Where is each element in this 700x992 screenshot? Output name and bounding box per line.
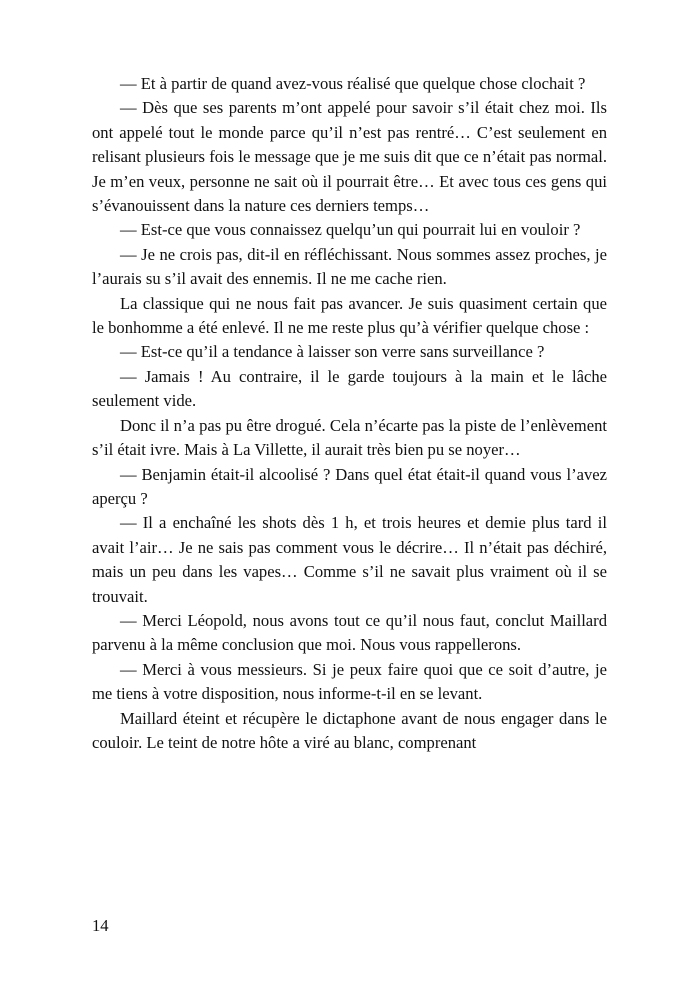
paragraph: La classique qui ne nous fait pas avancer. Je suis quasiment certain que le bonhomme a été enlevé. Il ne me reste plus qu’à vérifier quelque chose : <box>92 293 607 338</box>
paragraph: — Jamais ! Au contraire, il le garde toujours à la main et le lâche seulement vide. <box>92 366 607 411</box>
page-body <box>92 72 607 755</box>
paragraph: Maillard éteint et récupère le dictaphone avant de nous engager dans le couloir. Le teint de notre hôte a viré au blanc, comprenant <box>92 708 607 752</box>
paragraph: Donc il n’a pas pu être drogué. Cela n’écarte pas la piste de l’enlèvement s’il était ivre. Mais à La Villette, il aurait très bien pu se noyer… <box>92 415 607 460</box>
paragraph: — Je ne crois pas, dit-il en réfléchissant. Nous sommes assez proches, je l’aurais su s’il avait des ennemis. Il ne me cache rien. <box>92 244 607 289</box>
paragraph: — Merci Léopold, nous avons tout ce qu’il nous faut, conclut Maillard parvenu à la même conclusion que moi. Nous vous rappellerons. <box>92 610 607 655</box>
paragraph: — Benjamin était-il alcoolisé ? Dans quel état était-il quand vous l’avez aperçu ? <box>92 464 607 508</box>
paragraph: — Est-ce que vous connaissez quelqu’un qui pourrait lui en vouloir ? <box>120 220 581 240</box>
paragraph: — Est-ce qu’il a tendance à laisser son verre sans surveillance ? <box>120 342 545 362</box>
paragraph: — Dès que ses parents m’ont appelé pour savoir s’il était chez moi. Ils ont appelé tout le monde parce qu’il n’est pas rentré… C’est seulement en relisant plusieurs fois le message que je me suis dit que ce n’était pas normal. Je m’en veux, personne ne sait où il pourrait être… Et avec tous ces gens qui s’évanouissent dans la nature ces derniers temps… <box>92 98 607 216</box>
paragraph: — Il a enchaîné les shots dès 1 h, et trois heures et demie plus tard il avait l’air… Je ne sais pas comment vous le décrire… Il n’était pas déchiré, mais un peu dans les vapes… Comme s’il ne savait plus vraiment où il se trouvait. <box>92 513 607 606</box>
paragraph: — Et à partir de quand avez-vous réalisé que quelque chose clochait ? <box>120 74 586 93</box>
paragraph: — Merci à vous messieurs. Si je peux faire quoi que ce soit d’autre, je me tiens à votre disposition, nous informe-t-il en se levant. <box>92 659 607 704</box>
page-number: 14 <box>92 916 109 935</box>
